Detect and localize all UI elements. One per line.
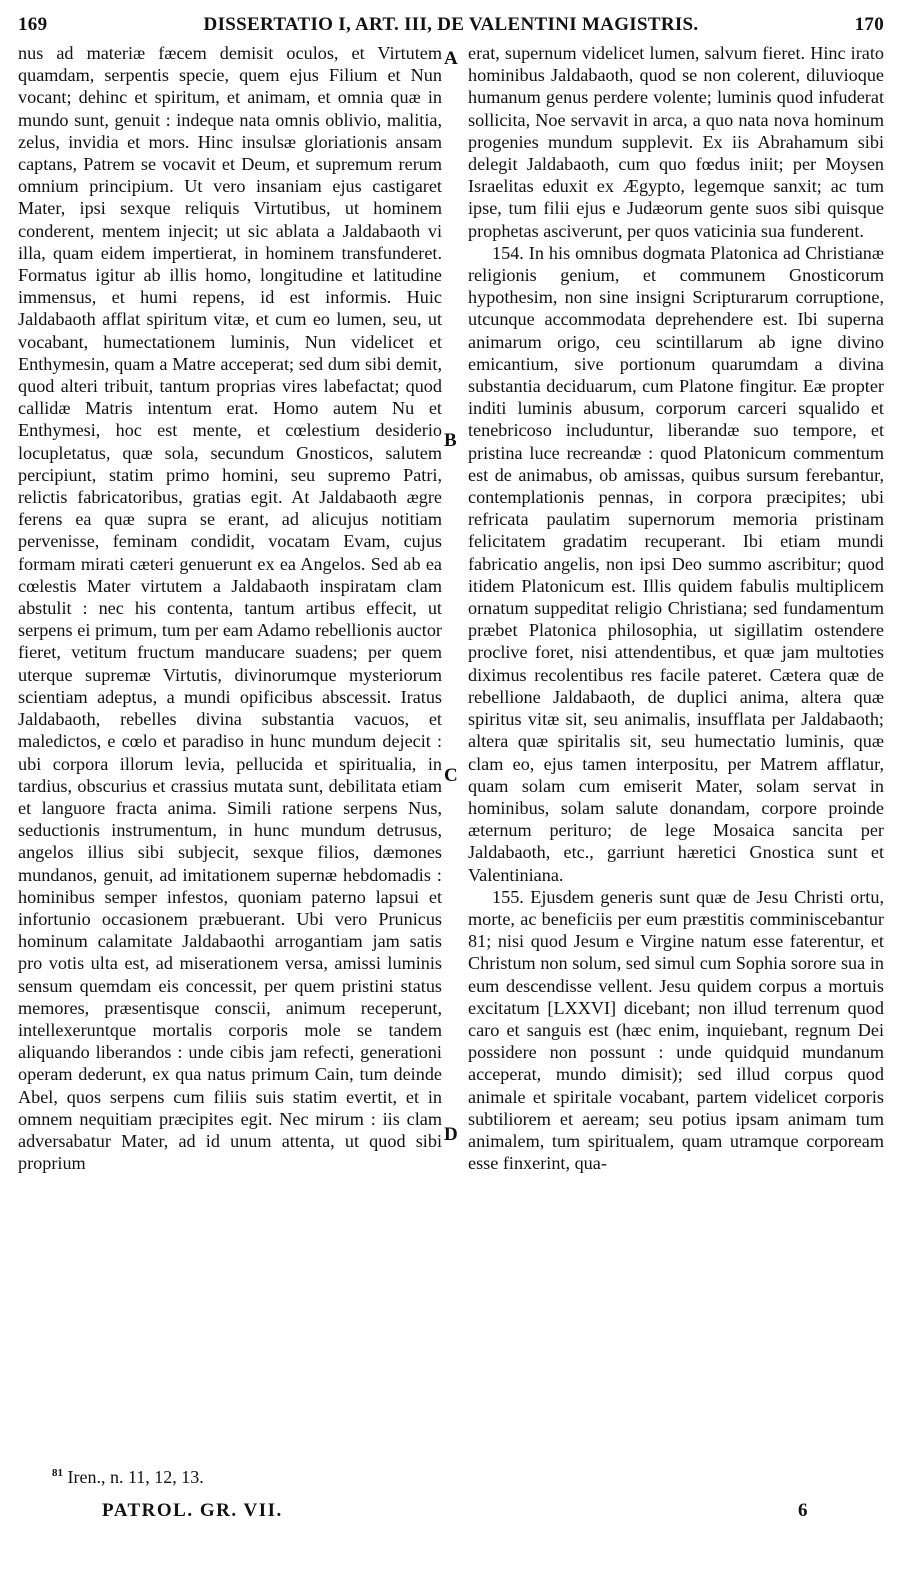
left-column-paragraph: nus ad materiæ fæcem demisit oculos, et Virtutem quamdam, serpentis specie, quem ejus Filium et Nun vocant; dehinc et spiritum, et animam, et omnia quæ in mundo sunt, genuit : indeque nata omnis oblivio, malitia, zelus, invidia et mors. Hinc insulsæ gloriationis ansam captans, Patrem se vocavit et Deum, et supremum rerum omnium principium. Ut vero insaniam ejus castigaret Mater, ipsi sexque reliquis Virtutibus, ut hominem conderent, mentem injecit; ut sic ablata a Jaldabaoth vi illa, quam eidem impertierat, in hominem transfunderet. Formatus igitur ab illis homo, longitudine et latitudine immensus, et humi repens, id est informis. Huic Jaldabaoth afflat spiritum vitæ, et cum eo lumen, seu, ut vocabant, humectationem luminis, Nun videlicet et Enthymesin, quam a Matre acceperat; sed dum sibi demit, quod alteri tribuit, tantum proprias vires labefactat; quod callidæ Matris intentum erat. Homo autem Nu et Enthymesi, hoc est mente, et cœlestium desiderio locupletatus, quæ sola, secundum Gnosticos, salutem percipiunt, statim primo homini, seu supremo Patri, relictis fabricatoribus, gratias egit. At Jaldabaoth ægre ferens ea quæ supra se erant, ad alicujus notitiam pervenisse, feminam condidit, vocatam Evam, cujus formam mirati cæteri genuerunt ex ea Angelos. Sed ab ea cœlestis Mater virtutem a Jaldabaoth inspiratam clam abstulit : nec his contenta, tantum artibus effecit, ut serpens ei primum, tum per eam Adamo rebellionis auctor fieret, vetitum fructum manducare suadens; per quem uterque supremæ Virtutis, divinorumque mysteriorum scientiam adeptus, a mundi opificibus abscessit. Iratus Jaldabaoth, rebelles divina substantia vacuos, et maledictos, e cœlo et paradiso in hunc mundum dejecit : ubi corpora illorum levia, pellucida et spiritualia, in tardius, obscurius et crassius mutata sunt, debilitata etiam et languore fracta anima. Simili ratione serpens Nus, seductionis instrumentum, in hunc mundum detrusus, angelos illius sibi subjecit, sexque filios, dæmones mundanos, genuit, ad imitationem supernæ hebdomadis : hominibus semper infestos, quoniam paterno lapsui et infortunio occasionem præbuerant. Ubi vero Prunicus hominum calamitate Jaldabaothi arrogantiam jam satis pro votis ulta est, ad miserationem versa, amissi luminis sensum quemdam eis concessit, per quem pristini status memores, præsentisque conscii, animum receperunt, intellexeruntque mortalis corporis mole se tandem aliquando liberandos : unde cibis jam refecti, generationi operam dederunt, ex qua natus primum Cain, tum deinde Abel, quos serpens cum filiis suis statim evertit, et in omnem nequitiam præcipites egit. Nec mirum : iis clam adversabatur Mater, ad id unum attenta, ut quod sibi proprium: [18, 43, 442, 1174]
footnote-number: 81: [52, 1467, 63, 1479]
margin-marker-a: A: [444, 48, 458, 69]
section-154-paragraph: 154. In his omnibus dogmata Platonica ad Christianæ religionis genium, et communem Gnosticorum hypothesim, non sine insigni Scripturarum corruptione, utcunque accommodata deprehendere est. Ibi superna animarum origo, ceu scintillarum ab igne divino emicantium, sive portionum quarumdam a divina substantia deciduarum, cum Platone fingitur. Eæ propter inditi luminis abusum, corporum carceri squalido et tenebricoso includuntur, liberandæ suo tempore, et pristina luce recreandæ : quod Platonicum commentum est de animabus, ob amissas, quibus sursum ferebantur, contemplationis pennas, in corpora præcipites; ubi refricata paulatim supernorum memoria pristinam felicitatem gradatim recuperant. Ibi etiam mundi fabricatio angelis, non ipsi Deo summo ascribitur; quod itidem Platonicum est. Illis quidem fabulis multiplicem ornatum suppeditat religio Christiana; sed fundamentum præbet Platonica philosophia, ut sigillatim ostendere proclive foret, nisi attendentibus, et quæ jam multoties diximus recolentibus res facile pateret. Cætera quæ de rebellione Jaldabaoth, de duplici anima, altera quæ spiritus vitæ sit, seu animalis, insufflata per Jaldabaoth; altera quæ spiritalis sit, seu humectatio luminis, quæ clam eo, ejus tamen interpositu, per Matrem afflatur, quam solam cum emiserit Mater, solam servat in hominibus, solam salute donandam, corpore proinde æternum perituro; de lege Mosaica sancita per Jaldabaoth, etc., garriunt hæretici Gnostica sunt et Valentiniana.: [468, 242, 884, 885]
margin-marker-d: D: [444, 1124, 458, 1145]
printer-signature: PATROL. GR. VII.: [102, 1500, 283, 1521]
section-155-paragraph: 155. Ejusdem generis sunt quæ de Jesu Christi ortu, morte, ac beneficiis per eum præstitis comminiscebantur 81; nisi quod Jesum e Virgine natum esse faterentur, et Christum non solum, sed simul cum Sophia sorore sua in eum descendisse vellent. Jesu quidem corpus a mortuis excitatum [LXXVI] dicebant; non illud terrenum quod caro et sanguis est (hæc enim, inquiebant, regnum Dei possidere non possunt : unde quidquid mundanum acceperat, mundo dimisit); sed illud corpus quod animale et spiritale vocabant, partem videlicet corporis subtiliorem et aeream; seu potius ipsam animam tum animalem, tum spiritualem, quam utramque corpoream esse finxerint, qua-: [468, 886, 884, 1174]
left-column: [18, 42, 442, 1174]
margin-marker-b: B: [444, 430, 457, 451]
footnote-text: Iren., n. 11, 12, 13.: [67, 1467, 204, 1487]
right-page-number: 170: [854, 14, 884, 35]
sheet-number: 6: [798, 1500, 808, 1521]
footnote: [52, 1467, 204, 1488]
page-header: [18, 12, 884, 40]
running-title: DISSERTATIO I, ART. III, DE VALENTINI MAGISTRIS.: [203, 14, 699, 35]
right-column-paragraph: erat, supernum videlicet lumen, salvum fieret. Hinc irato hominibus Jaldabaoth, quod se non colerent, diluvioque humanum genus perdere volente; luminis quod infuderat sollicita, Noe servavit in arca, a quo nata nova hominum progenies mundum supplevit. Ex iis Abrahamum sibi delegit Jaldabaoth, cum quo fœdus iniit; per Moysen Israelitas eduxit ex Ægypto, legemque sanxit; ac tum ipse, tum filii ejus e Judæorum gente suos sibi quisque prophetas asciverunt, per quos vaticinia sua funderent.: [468, 43, 884, 241]
margin-marker-c: C: [444, 765, 458, 786]
left-page-number: 169: [18, 14, 48, 35]
right-column: [468, 42, 884, 1174]
